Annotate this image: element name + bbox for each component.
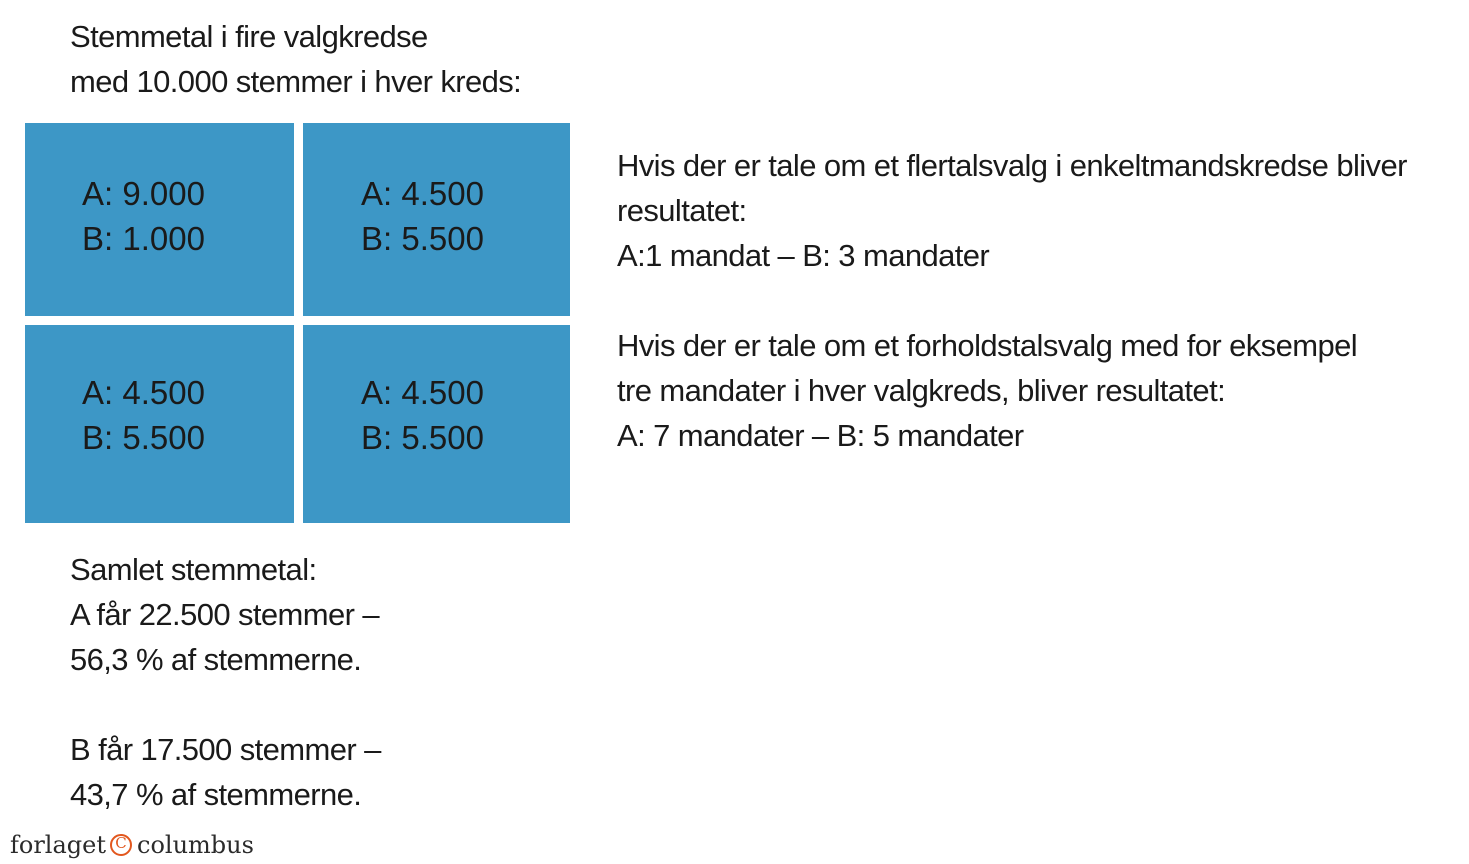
logo-left-word: forlaget	[10, 831, 106, 859]
totals-a-line-2: 56,3 % af stemmerne.	[70, 642, 362, 677]
totals-b-line-1: B får 17.500 stemmer –	[70, 732, 381, 767]
district-cell-2	[303, 123, 570, 316]
district-1-b-votes: B: 1.000	[82, 220, 205, 257]
proportional-line-2: tre mandater i hver valgkreds, bliver resultatet:	[617, 373, 1226, 408]
proportional-result: A: 7 mandater – B: 5 mandater	[617, 418, 1024, 453]
majority-line-2: resultatet:	[617, 193, 747, 228]
totals-title: Samlet stemmetal:	[70, 552, 317, 587]
district-3-b-votes: B: 5.500	[82, 419, 205, 456]
majority-line-1: Hvis der er tale om et flertalsvalg i enkeltmandskredse bliver	[617, 148, 1407, 183]
district-4-a-votes: A: 4.500	[361, 374, 484, 411]
logo-right-word: columbus	[137, 831, 254, 859]
heading-line-2: med 10.000 stemmer i hver kreds:	[70, 64, 522, 99]
totals-spacer	[70, 682, 381, 727]
majority-vote-explanation	[617, 143, 1407, 278]
proportional-vote-explanation	[617, 323, 1357, 458]
district-4-b-votes: B: 5.500	[361, 419, 484, 456]
majority-result: A:1 mandat – B: 3 mandater	[617, 238, 990, 273]
publisher-logo	[10, 828, 254, 862]
proportional-line-1: Hvis der er tale om et forholdstalsvalg med for eksempel	[617, 328, 1358, 363]
totals-a-line-1: A får 22.500 stemmer –	[70, 597, 380, 632]
copyright-circle-icon	[110, 834, 132, 856]
totals-b-line-2: 43,7 % af stemmerne.	[70, 777, 362, 812]
district-1-a-votes: A: 9.000	[82, 175, 205, 212]
district-cell-1	[25, 123, 294, 316]
district-3-a-votes: A: 4.500	[82, 374, 205, 411]
district-2-b-votes: B: 5.500	[361, 220, 484, 257]
district-grid	[25, 123, 570, 523]
heading-line-1: Stemmetal i fire valgkredse	[70, 19, 428, 54]
district-cell-3	[25, 325, 294, 523]
district-2-a-votes: A: 4.500	[361, 175, 484, 212]
total-votes-summary	[70, 547, 381, 817]
diagram-heading	[70, 14, 521, 104]
district-cell-4	[303, 325, 570, 523]
